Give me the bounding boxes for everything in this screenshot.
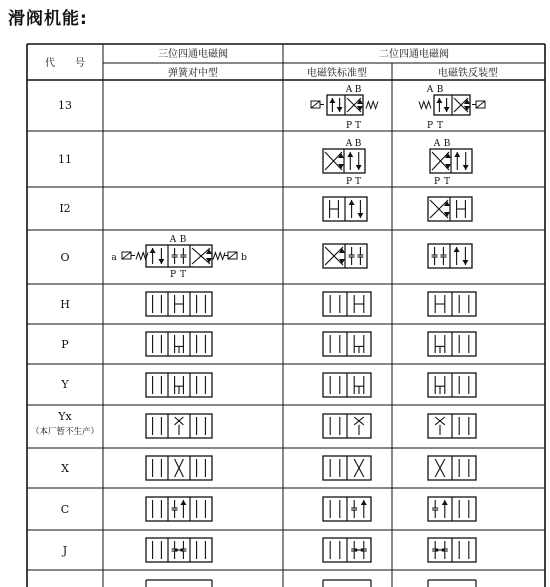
symbol-yx-reverse — [428, 414, 476, 438]
port-p-label: P — [426, 121, 434, 131]
row-code-p: P — [61, 338, 69, 351]
symbol-o-standard — [323, 244, 367, 268]
symbol-i2-reverse — [428, 197, 472, 221]
row-code-c: C — [60, 503, 70, 516]
symbol-o-reverse — [428, 244, 472, 268]
port-a-label: A — [345, 139, 353, 149]
symbol-c-three — [146, 497, 212, 521]
symbol-j-three — [146, 538, 212, 562]
symbol-i2-standard — [323, 197, 367, 221]
symbol-y-reverse — [428, 373, 476, 397]
symbol-h-three — [146, 292, 212, 316]
header-standard: 电磁铁标准型 — [307, 68, 367, 79]
symbol-h-reverse — [428, 292, 476, 316]
symbol-x-standard — [323, 456, 371, 480]
row-code-j: J — [62, 544, 68, 557]
page-title: 滑阀机能: — [8, 9, 88, 29]
row-code-i2: I2 — [59, 202, 71, 215]
port-p-label: P — [345, 177, 353, 187]
solenoid-a-label: a — [111, 253, 117, 263]
port-b-label: B — [443, 139, 451, 149]
row-code-11: 11 — [58, 153, 72, 166]
symbol-y-standard — [323, 373, 371, 397]
solenoid-b-label: b — [241, 253, 247, 263]
symbol-x-reverse — [428, 456, 476, 480]
port-a-label: A — [426, 85, 434, 95]
symbol-j-standard — [323, 538, 371, 562]
header-spring-centered: 弹簧对中型 — [168, 68, 218, 79]
row-code-yx: Yx — [58, 410, 72, 423]
header-three-position: 三位四通电磁阀 — [158, 49, 228, 60]
symbol-11-reverse — [430, 139, 472, 187]
port-b-label: B — [354, 85, 362, 95]
port-a-label: A — [345, 85, 353, 95]
symbol-11-standard — [323, 139, 365, 187]
symbol-c-reverse — [428, 497, 476, 521]
port-t-label: T — [179, 270, 187, 280]
symbol-j-reverse — [428, 538, 476, 562]
row-code-y: Y — [61, 378, 69, 391]
symbol-x-three — [146, 456, 212, 480]
port-p-label: P — [345, 121, 353, 131]
symbol-13-reverse — [419, 85, 485, 131]
symbol-13-standard — [311, 85, 378, 131]
symbol-p-reverse — [428, 332, 476, 356]
header-reverse: 电磁铁反装型 — [438, 68, 498, 79]
symbol-h-standard — [323, 292, 371, 316]
port-a-label: A — [169, 235, 177, 245]
header-two-position: 二位四通电磁阀 — [379, 49, 449, 60]
valve-symbols — [111, 85, 485, 587]
port-b-label: B — [354, 139, 362, 149]
row-code-yx-note: （本厂暂不生产） — [30, 427, 100, 437]
port-b-label: B — [436, 85, 444, 95]
port-t-label: T — [354, 121, 362, 131]
symbol-c-standard — [323, 497, 371, 521]
port-t-label: T — [443, 177, 451, 187]
port-b-label: B — [179, 235, 187, 245]
symbol-y-three — [146, 373, 212, 397]
port-p-label: P — [433, 177, 441, 187]
port-t-label: T — [354, 177, 362, 187]
row-code-x: X — [61, 462, 69, 475]
symbol-p-standard — [323, 332, 371, 356]
symbol-yx-three — [146, 414, 212, 438]
symbol-o-three-position — [111, 235, 247, 280]
port-a-label: A — [433, 139, 441, 149]
port-t-label: T — [436, 121, 444, 131]
symbol-yx-standard — [323, 414, 371, 438]
row-code-13: 13 — [58, 99, 72, 112]
row-code-h: H — [60, 298, 70, 311]
symbol-next-row-partial — [146, 580, 476, 587]
header-code: 代 号 — [45, 58, 85, 69]
symbol-p-three — [146, 332, 212, 356]
row-code-o: O — [60, 251, 70, 264]
port-p-label: P — [169, 270, 177, 280]
